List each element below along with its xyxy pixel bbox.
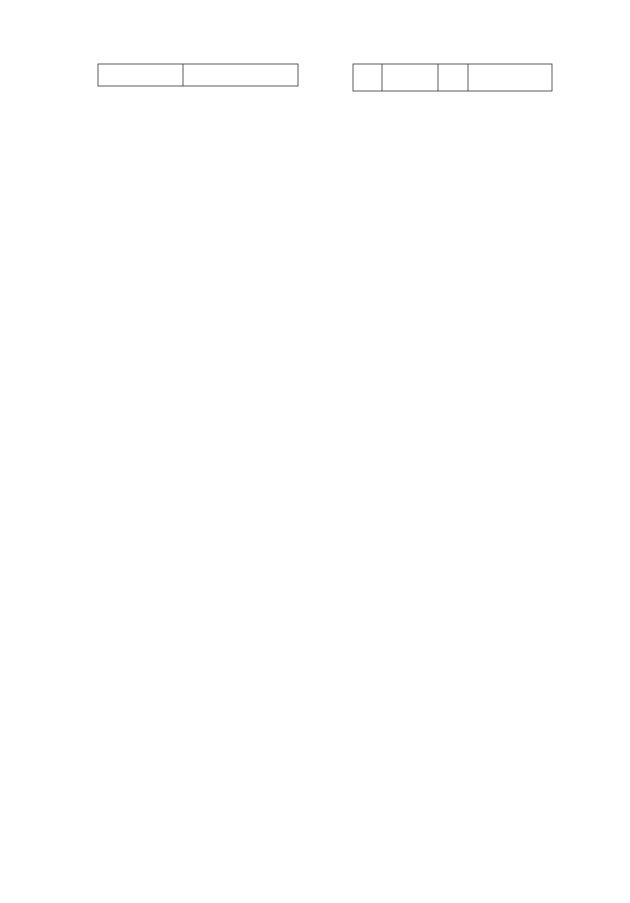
header-lines	[98, 64, 552, 91]
